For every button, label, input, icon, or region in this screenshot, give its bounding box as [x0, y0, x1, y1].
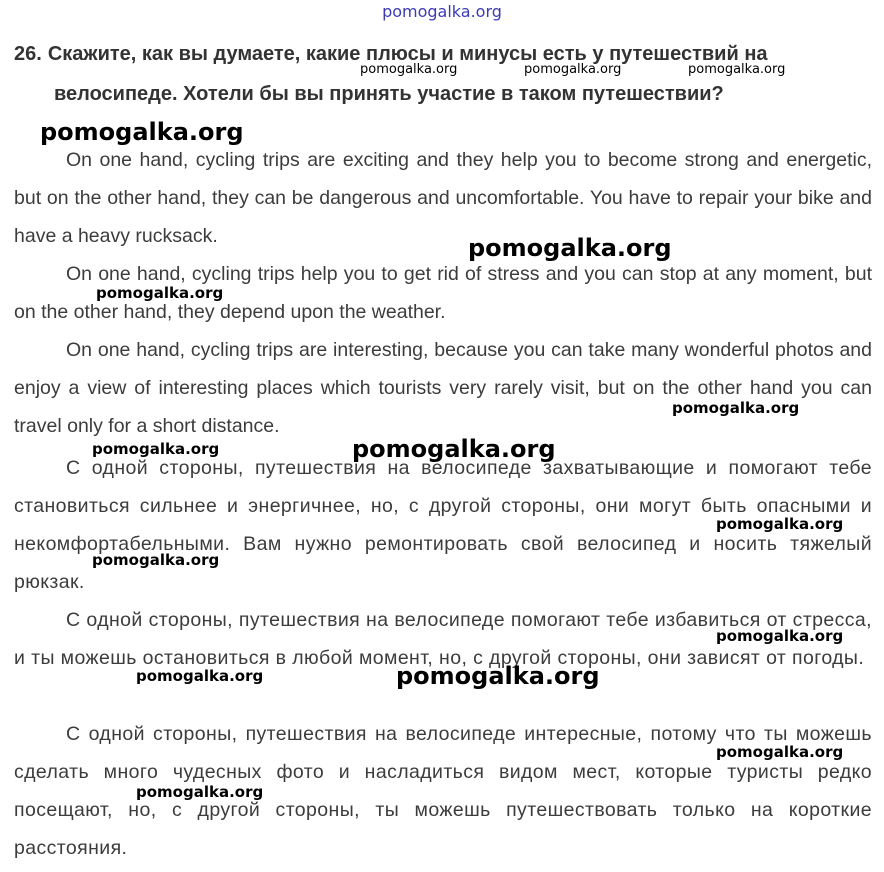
answer-ru-2: С одной стороны, путешествия на велосипеде помогают тебе избавиться от стресса, и ты можешь остановиться в любой момент, но, с другой стороны, они зависят от погоды. [14, 609, 872, 669]
watermark: pomogalka.org [468, 234, 672, 262]
watermark: pomogalka.org [360, 62, 458, 77]
answer-en-2: On one hand, cycling trips help you to get rid of stress and you can stop at any moment, but on the other hand, they depend upon the weather. [14, 263, 872, 323]
watermark: pomogalka.org [716, 515, 844, 533]
watermark: pomogalka.org [40, 118, 244, 146]
watermark: pomogalka.org [136, 783, 264, 801]
question-line-2: велосипеде. Хотели бы вы принять участие в таком путешествии? [54, 83, 724, 105]
answer-ru-3: С одной стороны, путешествия на велосипеде интересные, потому что ты можешь сделать много чудесных фото и насладиться видом мест, которые туристы редко посещают, но, с другой стороны, ты можешь путешествовать только на короткие расстояния. [14, 723, 872, 859]
watermark: pomogalka.org [688, 62, 786, 77]
watermark: pomogalka.org [136, 667, 264, 685]
watermark: pomogalka.org [92, 551, 220, 569]
watermark: pomogalka.org [92, 440, 220, 458]
watermark: pomogalka.org [524, 62, 622, 77]
answer-en-1: On one hand, cycling trips are exciting and they help you to become strong and energetic, but on the other hand, they can be dangerous and uncomfortable. You have to repair your bike and have a heavy rucksack. [14, 149, 872, 247]
watermark: pomogalka.org [716, 743, 844, 761]
watermark: pomogalka.org [396, 662, 600, 690]
watermark: pomogalka.org [96, 284, 224, 302]
question-line-1: Скажите, как вы думаете, какие плюсы и минусы есть у путешествий на [47, 43, 768, 65]
answer-en-3: On one hand, cycling trips are interesting, because you can take many wonderful photos and enjoy a view of interesting places which tourists very rarely visit, but on the other hand you can travel only for a short distance. [14, 339, 872, 437]
watermark: pomogalka.org [716, 627, 844, 645]
question-number: 26. [14, 43, 42, 65]
watermark: pomogalka.org [672, 399, 800, 417]
watermark: pomogalka.org [352, 435, 556, 463]
site-header-watermark: pomogalka.org [382, 2, 502, 21]
answer-ru-1: С одной стороны, путешествия на велосипеде захватывающие и помогают тебе становиться сильнее и энергичнее, но, с другой стороны, они могут быть опасными и некомфортабельными. Вам нужно ремонтировать свой велосипед и носить тяжелый рюкзак. [14, 457, 872, 593]
